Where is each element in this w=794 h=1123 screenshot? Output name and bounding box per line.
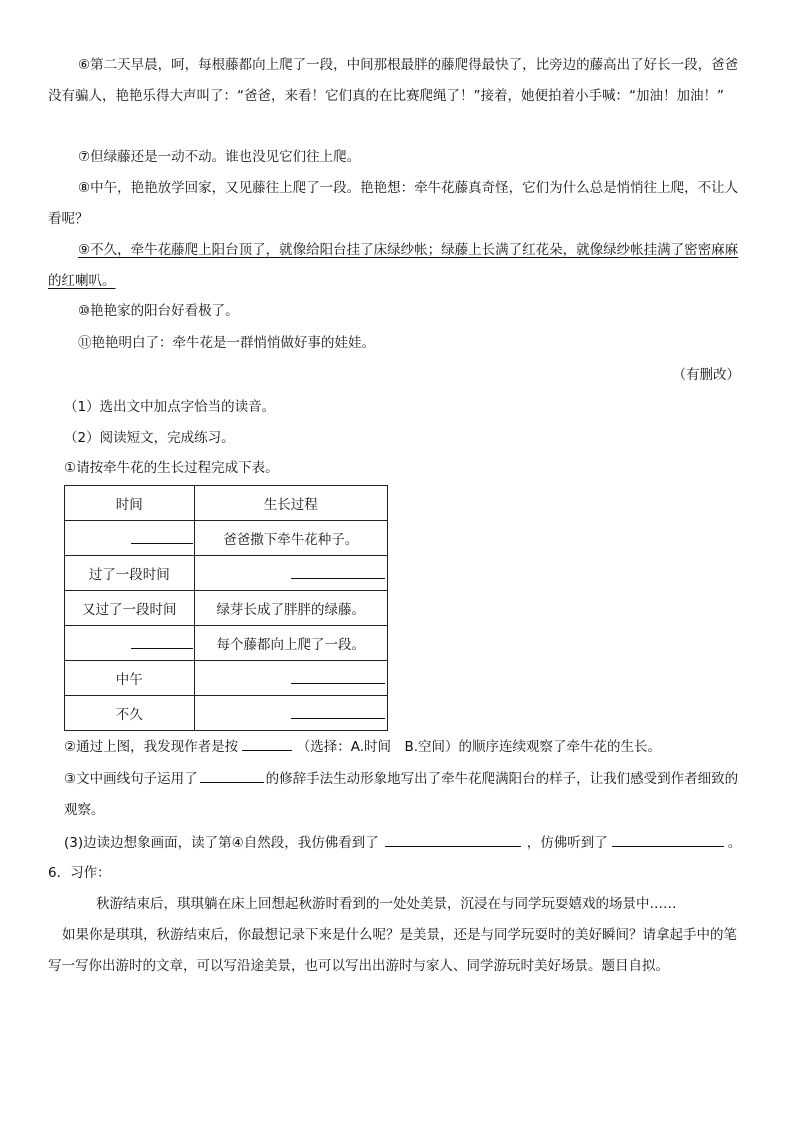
composition-heading: 6．习作： (48, 865, 111, 881)
table-row (65, 626, 388, 661)
paragraph-9-underlined: ⑨不久，牵牛花藤爬上阳台顶了，就像给阳台挂了床绿纱帐；绿藤上长满了红花朵，就像绿纱帐挂满了密密麻麻的红喇叭。 (48, 242, 739, 289)
paragraph-8: ⑧中午，艳艳放学回家，又见藤往上爬了一段。艳艳想：牵牛花藤真奇怪，它们为什么总是悄悄往上爬，不让人看呢？ (48, 180, 739, 227)
answer-blank[interactable] (242, 736, 292, 751)
table-row (65, 556, 388, 591)
time-cell: 不久 (65, 696, 195, 731)
question-2-2-suffix: （选择：A.时间 B.空间）的顺序连续观察了牵牛花的生长。 (296, 739, 662, 755)
question-2-2-prefix: ②通过上图，我发现作者是按 (64, 739, 239, 755)
question-2-1: ①请按牵牛花的生长过程完成下表。 (64, 460, 279, 476)
time-blank[interactable] (65, 521, 195, 556)
process-cell: 绿芽长成了胖胖的绿藤。 (194, 591, 387, 626)
table-row (65, 661, 388, 696)
answer-blank-heard[interactable] (612, 832, 724, 847)
question-2-2 (64, 732, 754, 763)
composition-intro: 秋游结束后，琪琪躺在床上回想起秋游时看到的一处处美景，沉浸在与同学玩耍嬉戏的场景中…… (96, 896, 677, 912)
answer-blank[interactable] (200, 768, 264, 783)
table-header-row (65, 486, 388, 521)
question-3-end: 。 (727, 835, 742, 851)
question-3-middle: ，仿佛听到了 (526, 835, 608, 851)
paragraph-6: ⑥第二天早晨，呵，每根藤都向上爬了一段，中间那根最胖的藤爬得最快了，比旁边的藤高出了好长一段，爸爸没有骗人，艳艳乐得大声叫了：“爸爸，来看！它们真的在比赛爬绳了！”接着，她便拍着小手喊：“加油！加油！” (48, 57, 739, 104)
paragraph-11: ⑪艳艳明白了：牵牛花是一群悄悄做好事的娃娃。 (78, 335, 375, 351)
paragraph-7: ⑦但绿藤还是一动不动。谁也没见它们往上爬。 (78, 149, 361, 165)
table-row (65, 521, 388, 556)
question-3 (64, 828, 754, 859)
time-cell: 过了一段时间 (65, 556, 195, 591)
process-blank[interactable] (194, 696, 387, 731)
question-3-prefix: (3)边读边想象画面，读了第④自然段，我仿佛看到了 (64, 835, 379, 851)
question-2-3-prefix: ③文中画线句子运用了 (64, 771, 198, 787)
process-blank[interactable] (194, 556, 387, 591)
answer-blank-seen[interactable] (385, 832, 521, 847)
question-2-3 (64, 764, 748, 826)
question-2: （2）阅读短文，完成练习。 (64, 430, 235, 446)
table-header-process: 生长过程 (194, 486, 387, 521)
process-cell: 每个藤都向上爬了一段。 (194, 626, 387, 661)
question-2-3-suffix: 的修辞手法生动形象地写出了牵牛花爬满阳台的样子，让我们感受到作者细致的观察。 (64, 771, 739, 818)
time-blank[interactable] (65, 626, 195, 661)
table-row (65, 696, 388, 731)
table-header-time: 时间 (65, 486, 195, 521)
source-note: （有删改） (672, 367, 740, 383)
time-cell: 中午 (65, 661, 195, 696)
growth-table (64, 485, 388, 731)
paragraph-10: ⑩艳艳家的阳台好看极了。 (78, 303, 239, 319)
composition-prompt: 如果你是琪琪，秋游结束后，你最想记录下来是什么呢？是美景，还是与同学玩耍时的美好瞬间？请拿起手中的笔写一写你出游时的文章，可以写沿途美景，也可以写出出游时与家人、同学游玩时美好场景。题目自拟。 (48, 927, 737, 974)
time-cell: 又过了一段时间 (65, 591, 195, 626)
question-1: （1）选出文中加点字恰当的读音。 (64, 399, 276, 415)
process-blank[interactable] (194, 661, 387, 696)
process-cell: 爸爸撒下牵牛花种子。 (194, 521, 387, 556)
table-row (65, 591, 388, 626)
